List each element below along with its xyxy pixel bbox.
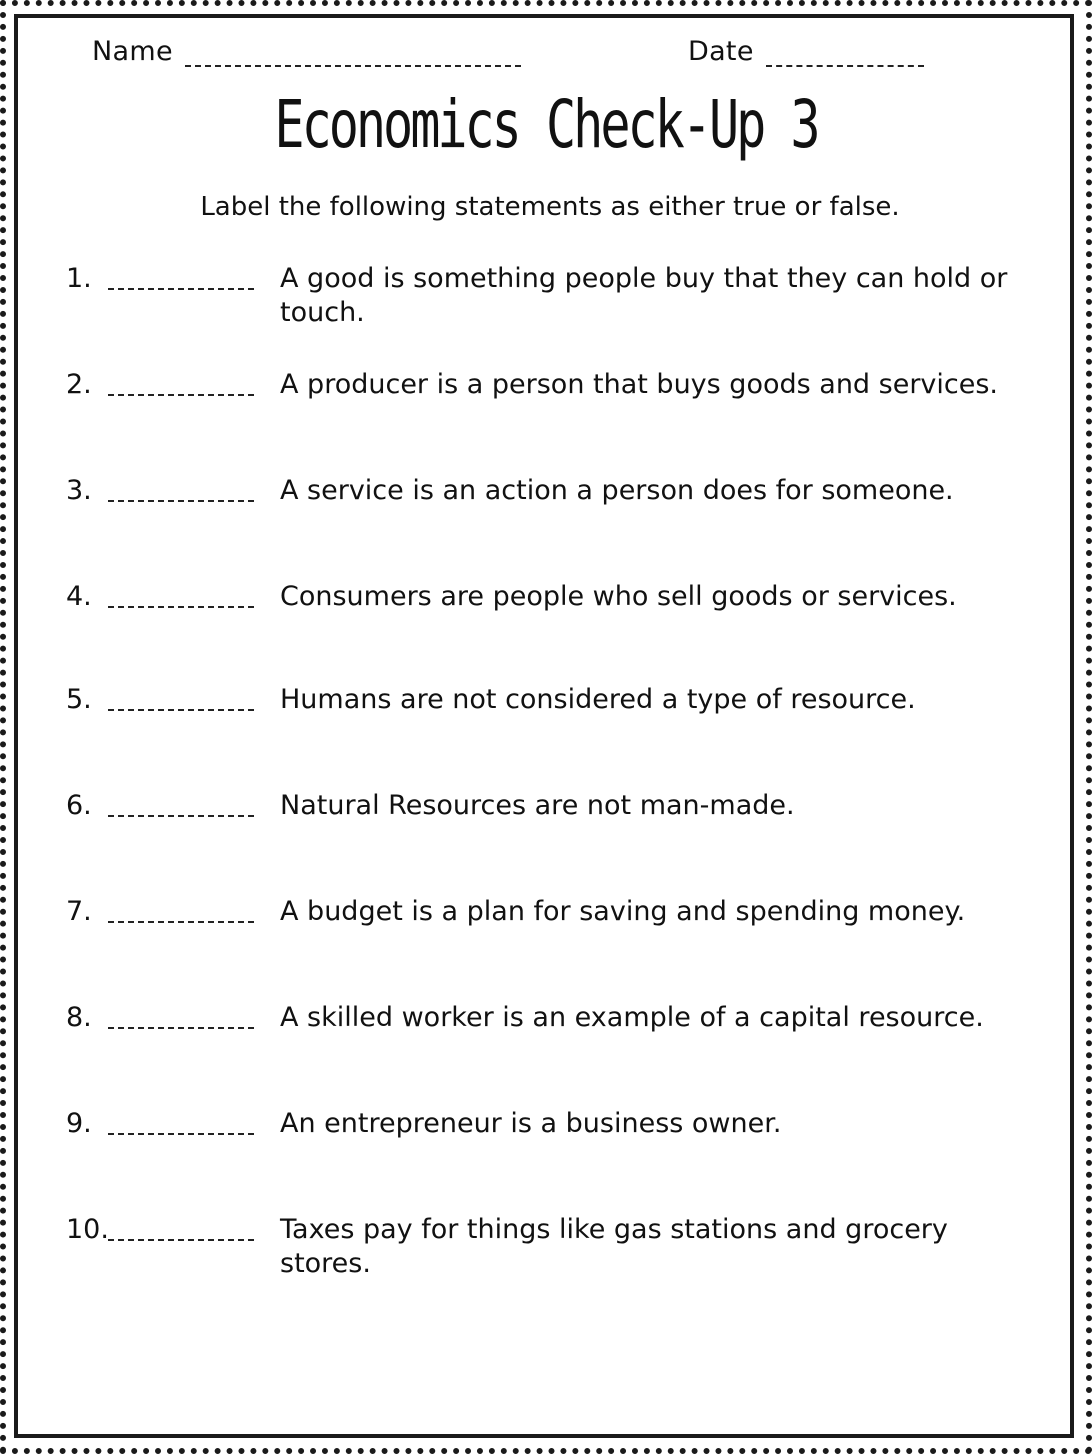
question-text: A skilled worker is an example of a capital resource. (280, 1002, 984, 1033)
question-text: Natural Resources are not man-made. (280, 790, 795, 821)
question-text: Taxes pay for things like gas stations and grocery stores. (280, 1214, 948, 1279)
name-field (92, 36, 521, 67)
question-number: 2. (66, 369, 92, 400)
question-number: 10. (66, 1214, 109, 1245)
name-blank[interactable] (185, 41, 521, 67)
question-text: A producer is a person that buys goods and services. (280, 369, 999, 400)
worksheet-title: Economics Check-Up 3 (274, 86, 818, 163)
question-text: An entrepreneur is a business owner. (280, 1108, 782, 1139)
name-label: Name (92, 36, 173, 67)
answer-blank[interactable] (108, 899, 254, 923)
answer-blank[interactable] (108, 584, 254, 608)
question-number: 3. (66, 475, 92, 506)
date-field (688, 36, 924, 67)
question-text: A service is an action a person does for someone. (280, 475, 954, 506)
question-number: 7. (66, 896, 92, 927)
question-number: 4. (66, 581, 92, 612)
answer-blank[interactable] (108, 687, 254, 711)
answer-blank[interactable] (108, 478, 254, 502)
instructions: Label the following statements as either true or false. (200, 192, 900, 222)
answer-blank[interactable] (108, 1217, 254, 1241)
answer-blank[interactable] (108, 793, 254, 817)
question-text: Humans are not considered a type of resource. (280, 684, 916, 715)
question-number: 1. (66, 263, 92, 294)
question-text: Consumers are people who sell goods or services. (280, 581, 957, 612)
question-number: 5. (66, 684, 92, 715)
answer-blank[interactable] (108, 1005, 254, 1029)
answer-blank[interactable] (108, 372, 254, 396)
question-text: A budget is a plan for saving and spending money. (280, 896, 966, 927)
question-number: 9. (66, 1108, 92, 1139)
question-number: 6. (66, 790, 92, 821)
answer-blank[interactable] (108, 266, 254, 290)
question-text: A good is something people buy that they can hold or touch. (280, 263, 1008, 328)
date-label: Date (688, 36, 754, 67)
answer-blank[interactable] (108, 1111, 254, 1135)
question-number: 8. (66, 1002, 92, 1033)
date-blank[interactable] (766, 41, 924, 67)
